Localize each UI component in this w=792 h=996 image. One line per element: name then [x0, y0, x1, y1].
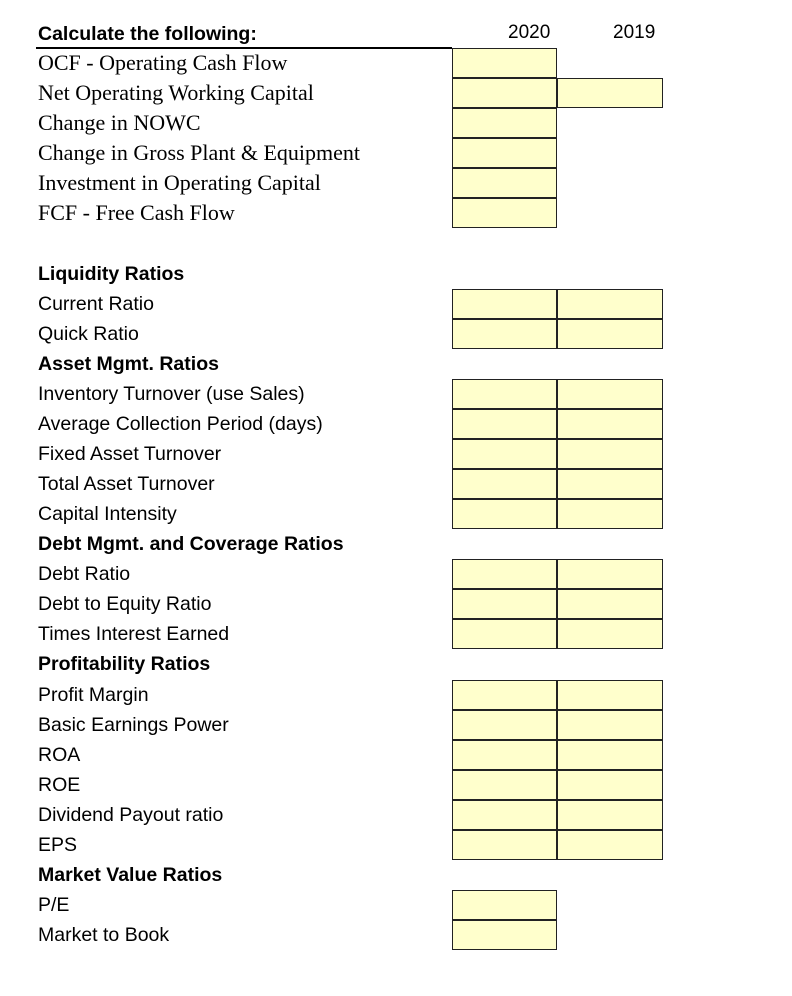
section-heading: Liquidity Ratios: [38, 263, 185, 285]
input-roe-2020[interactable]: [452, 770, 557, 800]
row-average-collection-period: [0, 409, 792, 439]
row-quick-ratio: [0, 319, 792, 349]
input-capital-intensity-2019[interactable]: [557, 499, 663, 529]
row-dividend-payout: [0, 800, 792, 830]
row-fixed-asset-turnover: [0, 439, 792, 469]
year-2020-header: 2020: [508, 22, 551, 43]
input-debt-to-equity-2019[interactable]: [557, 589, 663, 619]
row-pe: [0, 890, 792, 920]
input-basic-earnings-power-2020[interactable]: [452, 710, 557, 740]
input-debt-ratio-2019[interactable]: [557, 559, 663, 589]
row-label: ROE: [38, 774, 81, 796]
row-label: Market to Book: [38, 924, 170, 946]
row-eps: [0, 830, 792, 860]
input-nowc-2019[interactable]: [557, 78, 663, 108]
input-roa-2019[interactable]: [557, 740, 663, 770]
row-debt-ratio: [0, 559, 792, 589]
input-inventory-turnover-2019[interactable]: [557, 379, 663, 409]
input-roe-2019[interactable]: [557, 770, 663, 800]
row-label: Quick Ratio: [38, 323, 139, 345]
input-debt-to-equity-2020[interactable]: [452, 589, 557, 619]
row-label: Inventory Turnover (use Sales): [38, 383, 305, 405]
row-ocf: [0, 48, 792, 78]
row-label: Fixed Asset Turnover: [38, 443, 222, 465]
input-debt-ratio-2020[interactable]: [452, 559, 557, 589]
row-change-nowc: [0, 108, 792, 138]
section-heading: Profitability Ratios: [38, 653, 211, 675]
input-times-interest-earned-2019[interactable]: [557, 619, 663, 649]
row-times-interest-earned: [0, 619, 792, 649]
row-label: EPS: [38, 834, 78, 856]
input-total-asset-turnover-2019[interactable]: [557, 469, 663, 499]
row-label: FCF - Free Cash Flow: [38, 200, 235, 225]
heading-asset-mgmt: [0, 349, 792, 379]
input-change-gross-plant-2020[interactable]: [452, 138, 557, 168]
row-label: Times Interest Earned: [38, 623, 230, 645]
row-label: Change in NOWC: [38, 110, 201, 135]
row-label: ROA: [38, 744, 81, 766]
row-label: P/E: [38, 894, 70, 916]
heading-debt-mgmt: [0, 529, 792, 559]
year-2019-header: 2019: [613, 22, 656, 43]
row-fcf: [0, 198, 792, 228]
row-nowc: [0, 78, 792, 108]
input-current-ratio-2020[interactable]: [452, 289, 557, 319]
input-profit-margin-2020[interactable]: [452, 680, 557, 710]
section-heading: Debt Mgmt. and Coverage Ratios: [38, 533, 344, 555]
input-investment-operating-capital-2020[interactable]: [452, 168, 557, 198]
row-label: OCF - Operating Cash Flow: [38, 50, 288, 75]
row-change-gross-plant: [0, 138, 792, 168]
heading-market-value: [0, 860, 792, 890]
input-profit-margin-2019[interactable]: [557, 680, 663, 710]
row-label: Debt Ratio: [38, 563, 131, 585]
row-total-asset-turnover: [0, 469, 792, 499]
section-heading: Market Value Ratios: [38, 864, 223, 886]
row-roe: [0, 770, 792, 800]
input-times-interest-earned-2020[interactable]: [452, 619, 557, 649]
row-label: Net Operating Working Capital: [38, 80, 314, 105]
input-roa-2020[interactable]: [452, 740, 557, 770]
input-quick-ratio-2020[interactable]: [452, 319, 557, 349]
row-label: Current Ratio: [38, 293, 154, 315]
row-label: Investment in Operating Capital: [38, 170, 321, 195]
section-heading: Asset Mgmt. Ratios: [38, 353, 219, 375]
input-fcf-2020[interactable]: [452, 198, 557, 228]
row-label: Total Asset Turnover: [38, 473, 215, 495]
input-change-nowc-2020[interactable]: [452, 108, 557, 138]
row-label: Capital Intensity: [38, 503, 177, 525]
input-dividend-payout-2019[interactable]: [557, 800, 663, 830]
input-nowc-2020[interactable]: [452, 78, 557, 108]
input-average-collection-period-2019[interactable]: [557, 409, 663, 439]
row-current-ratio: [0, 289, 792, 319]
row-label: Dividend Payout ratio: [38, 804, 224, 826]
row-profit-margin: [0, 680, 792, 710]
heading-profitability: [0, 649, 792, 679]
input-total-asset-turnover-2020[interactable]: [452, 469, 557, 499]
input-capital-intensity-2020[interactable]: [452, 499, 557, 529]
input-inventory-turnover-2020[interactable]: [452, 379, 557, 409]
input-basic-earnings-power-2019[interactable]: [557, 710, 663, 740]
row-investment-operating-capital: [0, 168, 792, 198]
row-capital-intensity: [0, 499, 792, 529]
row-debt-to-equity: [0, 589, 792, 619]
input-pe-2020[interactable]: [452, 890, 557, 920]
input-eps-2020[interactable]: [452, 830, 557, 860]
row-market-to-book: [0, 920, 792, 950]
row-inventory-turnover: [0, 379, 792, 409]
input-current-ratio-2019[interactable]: [557, 289, 663, 319]
row-roa: [0, 740, 792, 770]
input-average-collection-period-2020[interactable]: [452, 409, 557, 439]
input-fixed-asset-turnover-2019[interactable]: [557, 439, 663, 469]
heading-liquidity: [0, 259, 792, 289]
input-market-to-book-2020[interactable]: [452, 920, 557, 950]
row-label: Change in Gross Plant & Equipment: [38, 140, 361, 165]
worksheet-title: Calculate the following:: [38, 23, 257, 45]
row-label: Profit Margin: [38, 684, 149, 706]
row-label: Average Collection Period (days): [38, 413, 323, 435]
row-label: Basic Earnings Power: [38, 714, 229, 736]
input-ocf-2020[interactable]: [452, 48, 557, 78]
row-basic-earnings-power: [0, 710, 792, 740]
input-eps-2019[interactable]: [557, 830, 663, 860]
input-dividend-payout-2020[interactable]: [452, 800, 557, 830]
input-fixed-asset-turnover-2020[interactable]: [452, 439, 557, 469]
row-label: Debt to Equity Ratio: [38, 593, 212, 615]
input-quick-ratio-2019[interactable]: [557, 319, 663, 349]
